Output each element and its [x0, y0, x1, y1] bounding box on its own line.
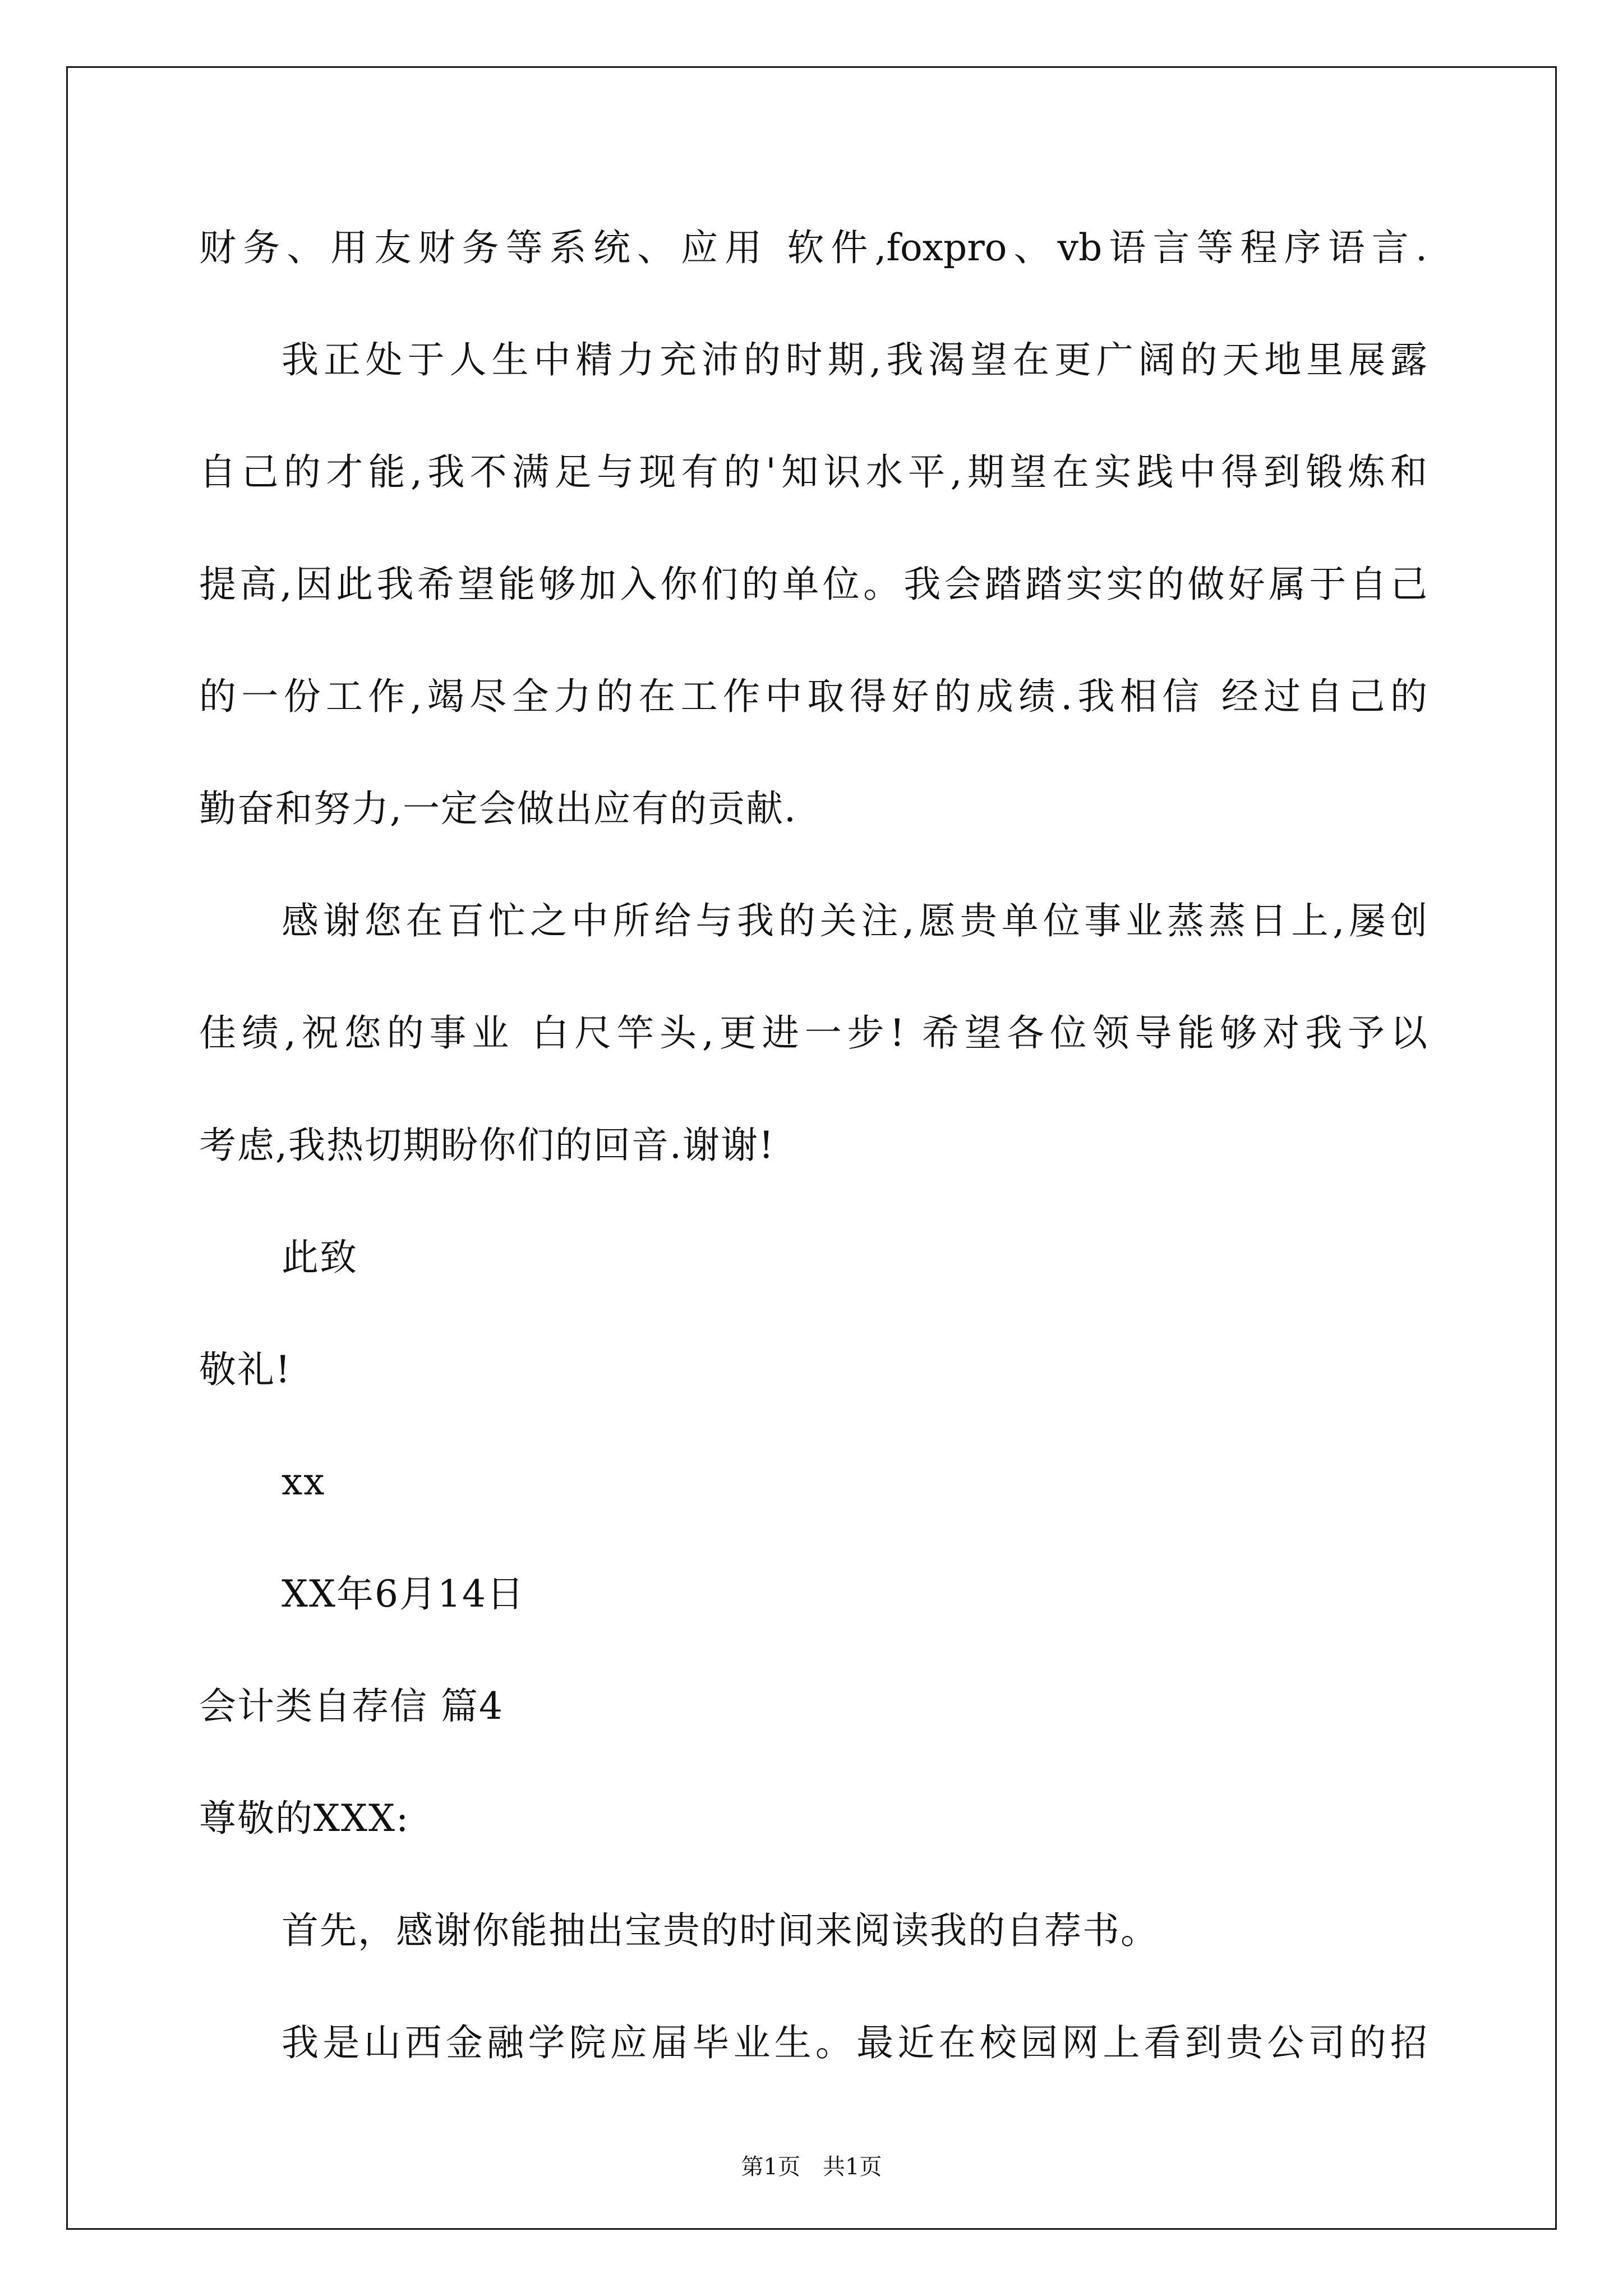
text-line-4: 提高,因此我希望能够加入你们的单位。我会踏踏实实的做好属于自己 [199, 563, 1427, 606]
page-footer [0, 2153, 1623, 2181]
page-count: 共1页 [823, 2154, 882, 2180]
text-line-1: 财务、用友财务等系统、应用 软件,foxpro、vb语言等程序语言. [199, 226, 1427, 269]
signature-name: xx [282, 1460, 326, 1503]
text-line-7: 感谢您在百忙之中所给与我的关注,愿贵单位事业蒸蒸日上,屡创 [282, 899, 1427, 942]
text-line-9: 考虑,我热切期盼你们的回音.谢谢! [199, 1124, 775, 1167]
signature-date: XX年6月14日 [282, 1572, 525, 1616]
page-number: 第1页 [741, 2154, 800, 2180]
closing-salutation: 此致 [282, 1236, 358, 1279]
text-line-8: 佳绩,祝您的事业 白尺竿头,更进一步! 希望各位领导能够对我予以 [199, 1011, 1427, 1055]
closing-regards: 敬礼! [199, 1348, 292, 1391]
text-line-3: 自己的才能,我不满足与现有的'知识水平,期望在实践中得到锻炼和 [199, 450, 1427, 494]
greeting: 尊敬的XXX: [199, 1797, 410, 1840]
text-line-16: 首先，感谢你能抽出宝贵的时间来阅读我的自荐书。 [282, 1909, 1159, 1952]
text-line-5: 的一份工作,竭尽全力的在工作中取得好的成绩.我相信 经过自己的 [199, 675, 1427, 718]
section-heading: 会计类自荐信 篇4 [199, 1685, 504, 1728]
text-line-2: 我正处于人生中精力充沛的时期,我渴望在更广阔的天地里展露 [282, 338, 1427, 381]
text-line-6: 勤奋和努力,一定会做出应有的贡献. [199, 787, 797, 830]
text-line-17: 我是山西金融学院应届毕业生。最近在校园网上看到贵公司的招 [282, 2021, 1427, 2064]
